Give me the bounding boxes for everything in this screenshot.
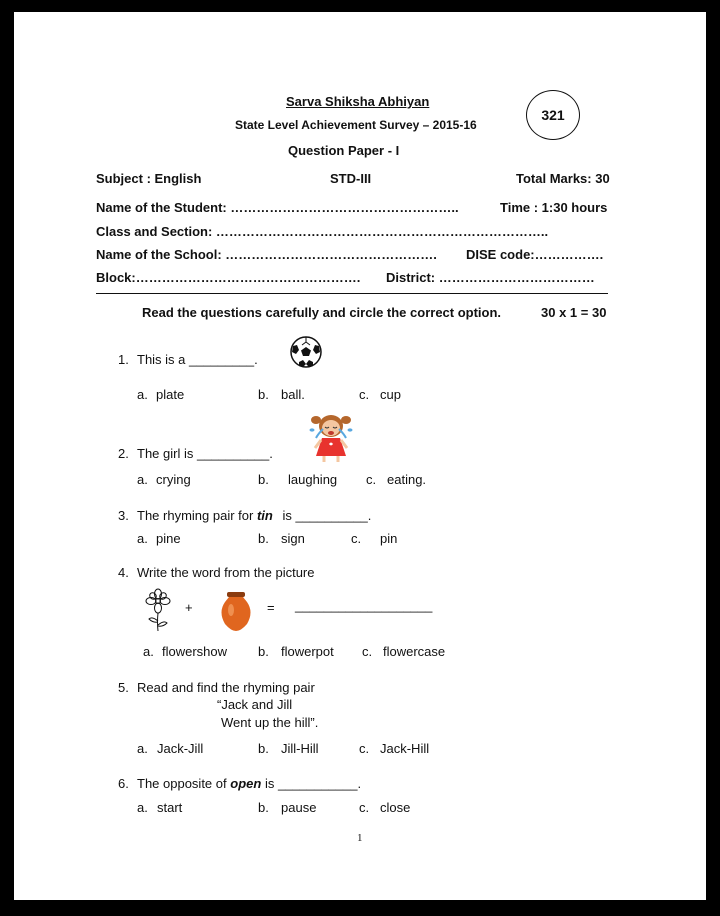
question-text: Read and find the rhyming pair	[137, 680, 315, 695]
question-text-end: is ___________.	[264, 776, 362, 791]
dise-code-field[interactable]: DISE code:…………….	[466, 247, 604, 262]
question-number: 2.	[118, 446, 129, 461]
option-c-letter: c.	[359, 741, 370, 756]
poem-line-2: Went up the hill”.	[221, 715, 319, 730]
option-c[interactable]: Jack-Hill	[380, 741, 430, 756]
flower-icon	[144, 588, 172, 632]
option-a[interactable]: crying	[156, 472, 191, 487]
school-name-field[interactable]: Name of the School: ………………………………………….	[96, 247, 437, 262]
option-b-letter: b.	[258, 741, 269, 756]
option-a-letter: a.	[137, 800, 148, 815]
option-c[interactable]: close	[380, 800, 411, 815]
option-b-letter: b.	[258, 644, 269, 659]
option-b-letter: b.	[258, 531, 269, 546]
question-text: The girl is __________.	[137, 446, 273, 461]
option-a[interactable]: flowershow	[162, 644, 228, 659]
option-b[interactable]: laughing	[288, 472, 338, 487]
question-text	[137, 508, 371, 523]
question-number: 3.	[118, 508, 129, 523]
question-keyword: open	[230, 776, 262, 791]
option-c-letter: c.	[351, 531, 362, 546]
option-c-letter: c.	[359, 800, 370, 815]
question-number: 4.	[118, 565, 129, 580]
option-c-letter: c.	[362, 644, 373, 659]
option-c-letter: c.	[366, 472, 377, 487]
equals-sign: =	[267, 600, 275, 615]
subject-label: Subject : English	[96, 171, 202, 186]
question-text-end: is __________.	[282, 508, 372, 523]
class-section-field[interactable]: Class and Section: …………………………………………………………………..	[96, 224, 549, 239]
std-label: STD-III	[330, 171, 372, 186]
option-a-letter: a.	[137, 741, 148, 756]
page-number: 1	[357, 832, 363, 844]
option-a[interactable]: Jack-Jill	[157, 741, 204, 756]
instructions-text: Read the questions carefully and circle the correct option.	[142, 305, 502, 320]
option-b-letter: b.	[258, 472, 269, 487]
block-field[interactable]: Block:…………………………………………….	[96, 270, 361, 285]
question-keyword: tin	[256, 508, 273, 523]
option-c[interactable]: cup	[380, 387, 401, 402]
option-b[interactable]: pause	[281, 800, 317, 815]
option-b[interactable]: flowerpot	[281, 644, 334, 659]
option-c-letter: c.	[359, 387, 370, 402]
question-paper-title: Question Paper - I	[288, 143, 400, 158]
survey-title: State Level Achievement Survey – 2015-16	[235, 118, 477, 132]
crying-girl-icon	[296, 412, 366, 464]
football-icon	[290, 336, 322, 368]
option-a-letter: a.	[137, 472, 148, 487]
poem-line-1: “Jack and Jill	[217, 697, 293, 712]
question-text-start: The opposite of	[137, 776, 227, 791]
option-a-letter: a.	[143, 644, 154, 659]
paper-code: 321	[541, 107, 565, 123]
option-b[interactable]: ball.	[281, 387, 305, 402]
question-number: 6.	[118, 776, 129, 791]
student-name-field[interactable]: Name of the Student: ……………………………………………..	[96, 200, 459, 215]
option-b[interactable]: Jill-Hill	[281, 741, 319, 756]
option-b-letter: b.	[258, 387, 269, 402]
option-c[interactable]: pin	[380, 531, 398, 546]
option-a[interactable]: start	[157, 800, 183, 815]
marks-scheme: 30 x 1 = 30	[541, 305, 607, 320]
option-c[interactable]: flowercase	[383, 644, 446, 659]
total-marks-label: Total Marks: 30	[516, 171, 610, 186]
question-number: 5.	[118, 680, 129, 695]
paper-code-badge	[526, 90, 580, 140]
pot-icon	[217, 590, 255, 632]
header-divider	[96, 293, 608, 294]
option-b[interactable]: sign	[281, 531, 305, 546]
question-text	[137, 776, 361, 791]
question-number: 1.	[118, 352, 129, 367]
time-label: Time : 1:30 hours	[500, 200, 608, 215]
question-text: This is a _________.	[137, 352, 258, 367]
option-a-letter: a.	[137, 387, 148, 402]
answer-blank[interactable]: ___________________	[295, 598, 433, 613]
organization-title: Sarva Shiksha Abhiyan	[286, 94, 430, 109]
plus-sign: +	[185, 600, 193, 615]
option-c[interactable]: eating.	[387, 472, 427, 487]
option-a-letter: a.	[137, 531, 148, 546]
option-a[interactable]: pine	[156, 531, 181, 546]
exam-page	[14, 12, 706, 900]
question-text-start: The rhyming pair for	[137, 508, 254, 523]
question-text: Write the word from the picture	[137, 565, 315, 580]
option-b-letter: b.	[258, 800, 269, 815]
district-field[interactable]: District: ………………………………	[386, 270, 595, 285]
option-a[interactable]: plate	[156, 387, 185, 402]
